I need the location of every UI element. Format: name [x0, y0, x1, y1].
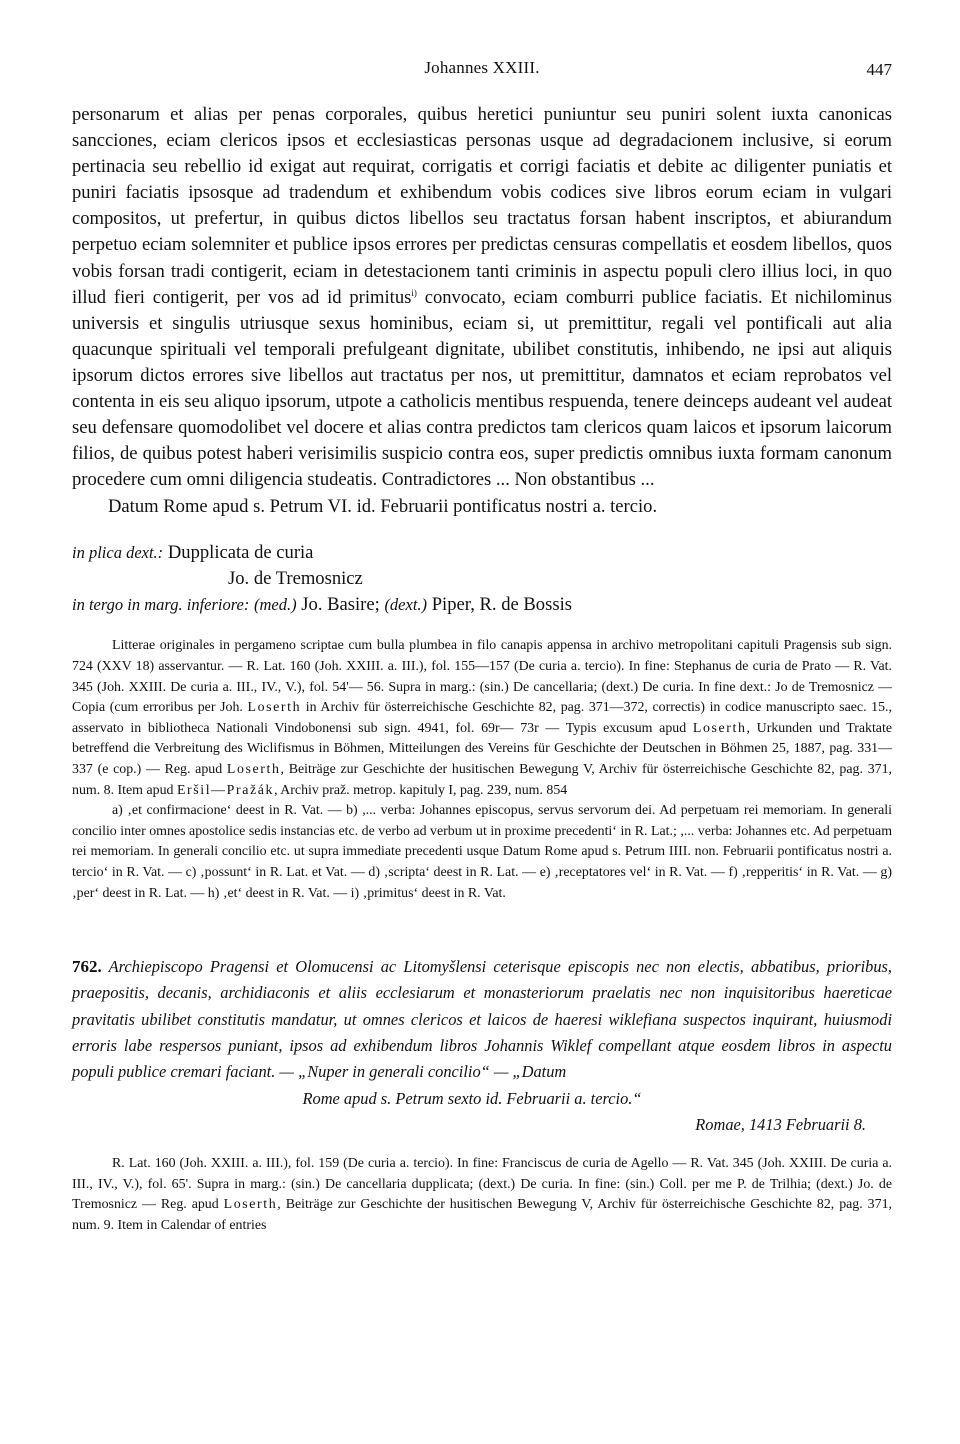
plica-row-2: [72, 566, 892, 592]
footnote-marker-i: i): [411, 287, 417, 298]
author-loserth: Loserth: [247, 700, 302, 716]
plica-row-1: [72, 540, 892, 566]
paragraph-part-1: personarum et alias per penas corporales, quibus heretici puniuntur seu puniri solent iuxta canonicas sancciones, eciam clericos ipsos et ecclesiasticas personas usque ad degradacionem inclusive, si eorum pertinacia seu rebellio id exigat aut requirat, corrigatis et corrigi faciatis et debite ac diligenter puniatis et puniri faciatis ipsosque ad tradendum et exhibendum vobis codices sive libros eorum eciam in vulgari compositos, ut prefertur, in quibus dictos libellos seu tractatus forsan habent inscriptos, et abiurandum perpetuo eciam solemniter et publice ipsos errores per predictas censuras compellatis et eosdem libellos, quos vobis forsan tradi contigerit, eciam in detestacionem tanti criminis in aspectu populi clero illius loci, in quo illud fieri contigerit, per vos ad id primitus: [72, 104, 892, 308]
author-ersil-prazak: Eršil—Pražák: [176, 782, 275, 798]
plica-text-4: Piper, R. de Bossis: [431, 594, 572, 616]
regest-note-part-a: R. Lat. 160 (Joh. XXIII. a. III.), fol. 159 (De curia a. tercio). In fine: Franciscus de curia de Agello — R. Vat. 345 (Joh. XXIII. De curia a. III., IV., V.), fol. 65'. Supra in marg.: (sin.) De cancellaria dupplicata; (dext.) De curia. In fine: (sin.) Coll. per me P. de Trilhia; (dext.) Jo. de Tremosnicz — Reg. apud: [72, 1156, 892, 1213]
author-loserth: Loserth: [226, 761, 281, 777]
page-number: 447: [866, 60, 892, 79]
plica-text-2: Jo. de Tremosnicz: [228, 568, 363, 590]
author-loserth: Loserth: [223, 1197, 278, 1213]
apparatus-notes: [72, 636, 892, 904]
plica-notes: [72, 540, 892, 618]
main-paragraph: [72, 102, 892, 493]
running-head: [72, 56, 892, 86]
regest-762: [72, 954, 892, 1138]
regest-number: 762.: [72, 957, 102, 977]
note-source-part-c: , Urkunden und Traktate betreffend die Verbreitung des Wiclifismus in Böhmen, Mitteilungen des Vereins für Geschichte der Deutschen in Böhmen 25, 1887, pag. 331—337 (e cop.) — Reg. apud: [72, 720, 892, 777]
author-loserth: Loserth: [692, 720, 747, 736]
regest-summary-line2: Rome apud s. Petrum sexto id. Februarii a. tercio.“: [302, 1088, 642, 1108]
datum-line: Datum Rome apud s. Petrum VI. id. Februarii pontificatus nostri a. tercio.: [108, 496, 658, 518]
note-variants: a) ‚et confirmacione‘ deest in R. Vat. — b) ,... verba: Johannes episcopus, servus servorum dei. Ad perpetuam rei memoriam. In generali concilio inter omnes apostolice sedis instancias etc. de verbo ad verbum ut in proxime precedenti‘ in R. Lat.; ,... verba: Johannes etc. Ad perpetuam rei memoriam. In generali concilio etc. ut supra immediate precedenti usque Datum Rome apud s. Petrum IIII. non. Februarii pontificatus nostri a. tercio‘ in R. Vat. — c) ‚possunt‘ in R. Lat. et Vat. — d) ‚scripta‘ deest in R. Lat. — e) ‚receptatores vel‘ in R. Vat. — f) ‚repperitis‘ in R. Vat. — g) ‚per‘ deest in R. Lat. — h) ‚et‘ deest in R. Vat. — i) ‚primitus‘ deest in R. Vat.: [72, 803, 892, 901]
regest-note-part-b: , Beiträge zur Geschichte der husitischen Bewegung V, Archiv für österreichische Geschichte 82, pag. 371, num. 9. Item in Calendar of entries: [72, 1197, 892, 1233]
dext-label: (dext.): [384, 595, 428, 615]
page: [72, 56, 892, 1237]
regest-summary: [72, 954, 892, 1085]
note-source-part-a: Litterae originales in pergameno scriptae cum bulla plumbea in filo canapis appensa in archivo metropolitani capituli Pragensis sub sign. 724 (XXV 18) asservantur. — R. Lat. 160 (Joh. XXIII. a. III.), fol. 155—157 (De curia a. tercio). In fine: Stephanus de curia de Prato — R. Vat. 345 (Joh. XXIII. De curia a. III., IV., V.), fol. 54'— 56. Supra in marg.: (sin.) De cancellaria; (dext.) De curia. In fine dext.: Jo de Tremosnicz — Copia (cum erroribus per Joh.: [72, 638, 892, 716]
regest-date: Romae, 1413 Februarii 8.: [695, 1114, 866, 1134]
plica-row-3: [72, 592, 892, 618]
paragraph-part-2: convocato, eciam comburri publice faciatis. Et nichilominus universis et singulis utriusque sexus hominibus, eciam si, ut premittitur, regali vel pontificali aut alia quacunque spirituali vel temporali prefulgeant dignitate, ubilibet constitutis, inhibendo, ne ipsi aut aliquis ipsorum dictos errores sive libellos aut tractatus per nos, ut premittitur, damnatos et eciam reprobatos vel contenta in eis seu aliquo ipsorum, utpote a catholicis mentibus respuenda, tenere deinceps audeant vel audeat seu defensare quomodolibet vel docere et alias contra predictos tam clericos quam laicos et ipsorum laicorum filios, de quibus potest haberi verisimilis suspicio contra eos, super predictis omnibus iuxta formam canonum procedere cum omni diligencia studeatis. Contradictores ... Non obstantibus ...: [72, 286, 892, 491]
tergo-label: in tergo in marg. inferiore:: [72, 595, 250, 615]
plica-label: in plica dext.:: [72, 543, 164, 563]
note-source: [72, 636, 892, 801]
med-label: (med.): [254, 595, 297, 615]
regest-notes: [72, 1154, 892, 1236]
note-source-part-e: , Archiv praž. metrop. kapituly I, pag. 239, num. 854: [274, 782, 568, 798]
regest-summary-text: Archiepiscopo Pragensi et Olomucensi ac Litomyšlensi ceterisque episcopis nec non electis, abbatibus, prioribus, praepositis, decanis, archidiaconis et aliis ecclesiarum et monasteriorum praelatis nec non inquisitoribus haereticae pravitatis ubilibet constitutis mandatur, ut omnes clericos et laicos de haeresi wiklefiana suspectos inquirant, huiusmodi erroris labe respersos puniant, ipsos ad exhibendum libros Johannis Wiklef compellant atque eosdem libros in aspectu populi publice cremari faciant. — „Nuper in generali concilio“ — „Datum: [72, 957, 892, 1082]
main-text: [72, 102, 892, 493]
plica-text-3: Jo. Basire;: [301, 594, 380, 616]
running-title: Johannes XXIII.: [424, 58, 540, 77]
plica-text-1: Dupplicata de curia: [167, 542, 314, 564]
note-source-part-d: , Beiträge zur Geschichte der husitischen Bewegung V, Archiv für österreichische Geschichte 82, pag. 371, num. 8. Item apud: [72, 761, 893, 798]
regest-note-source: [72, 1154, 892, 1236]
note-source-part-b: in Archiv für österreichische Geschichte 82, pag. 371—372, correctis) in codice manuscripto saec. 15., asservato in bibliotheca Nationali Vindobonensi sub sign. 4941, fol. 69r— 73r — Typis excusum apud: [72, 700, 893, 736]
